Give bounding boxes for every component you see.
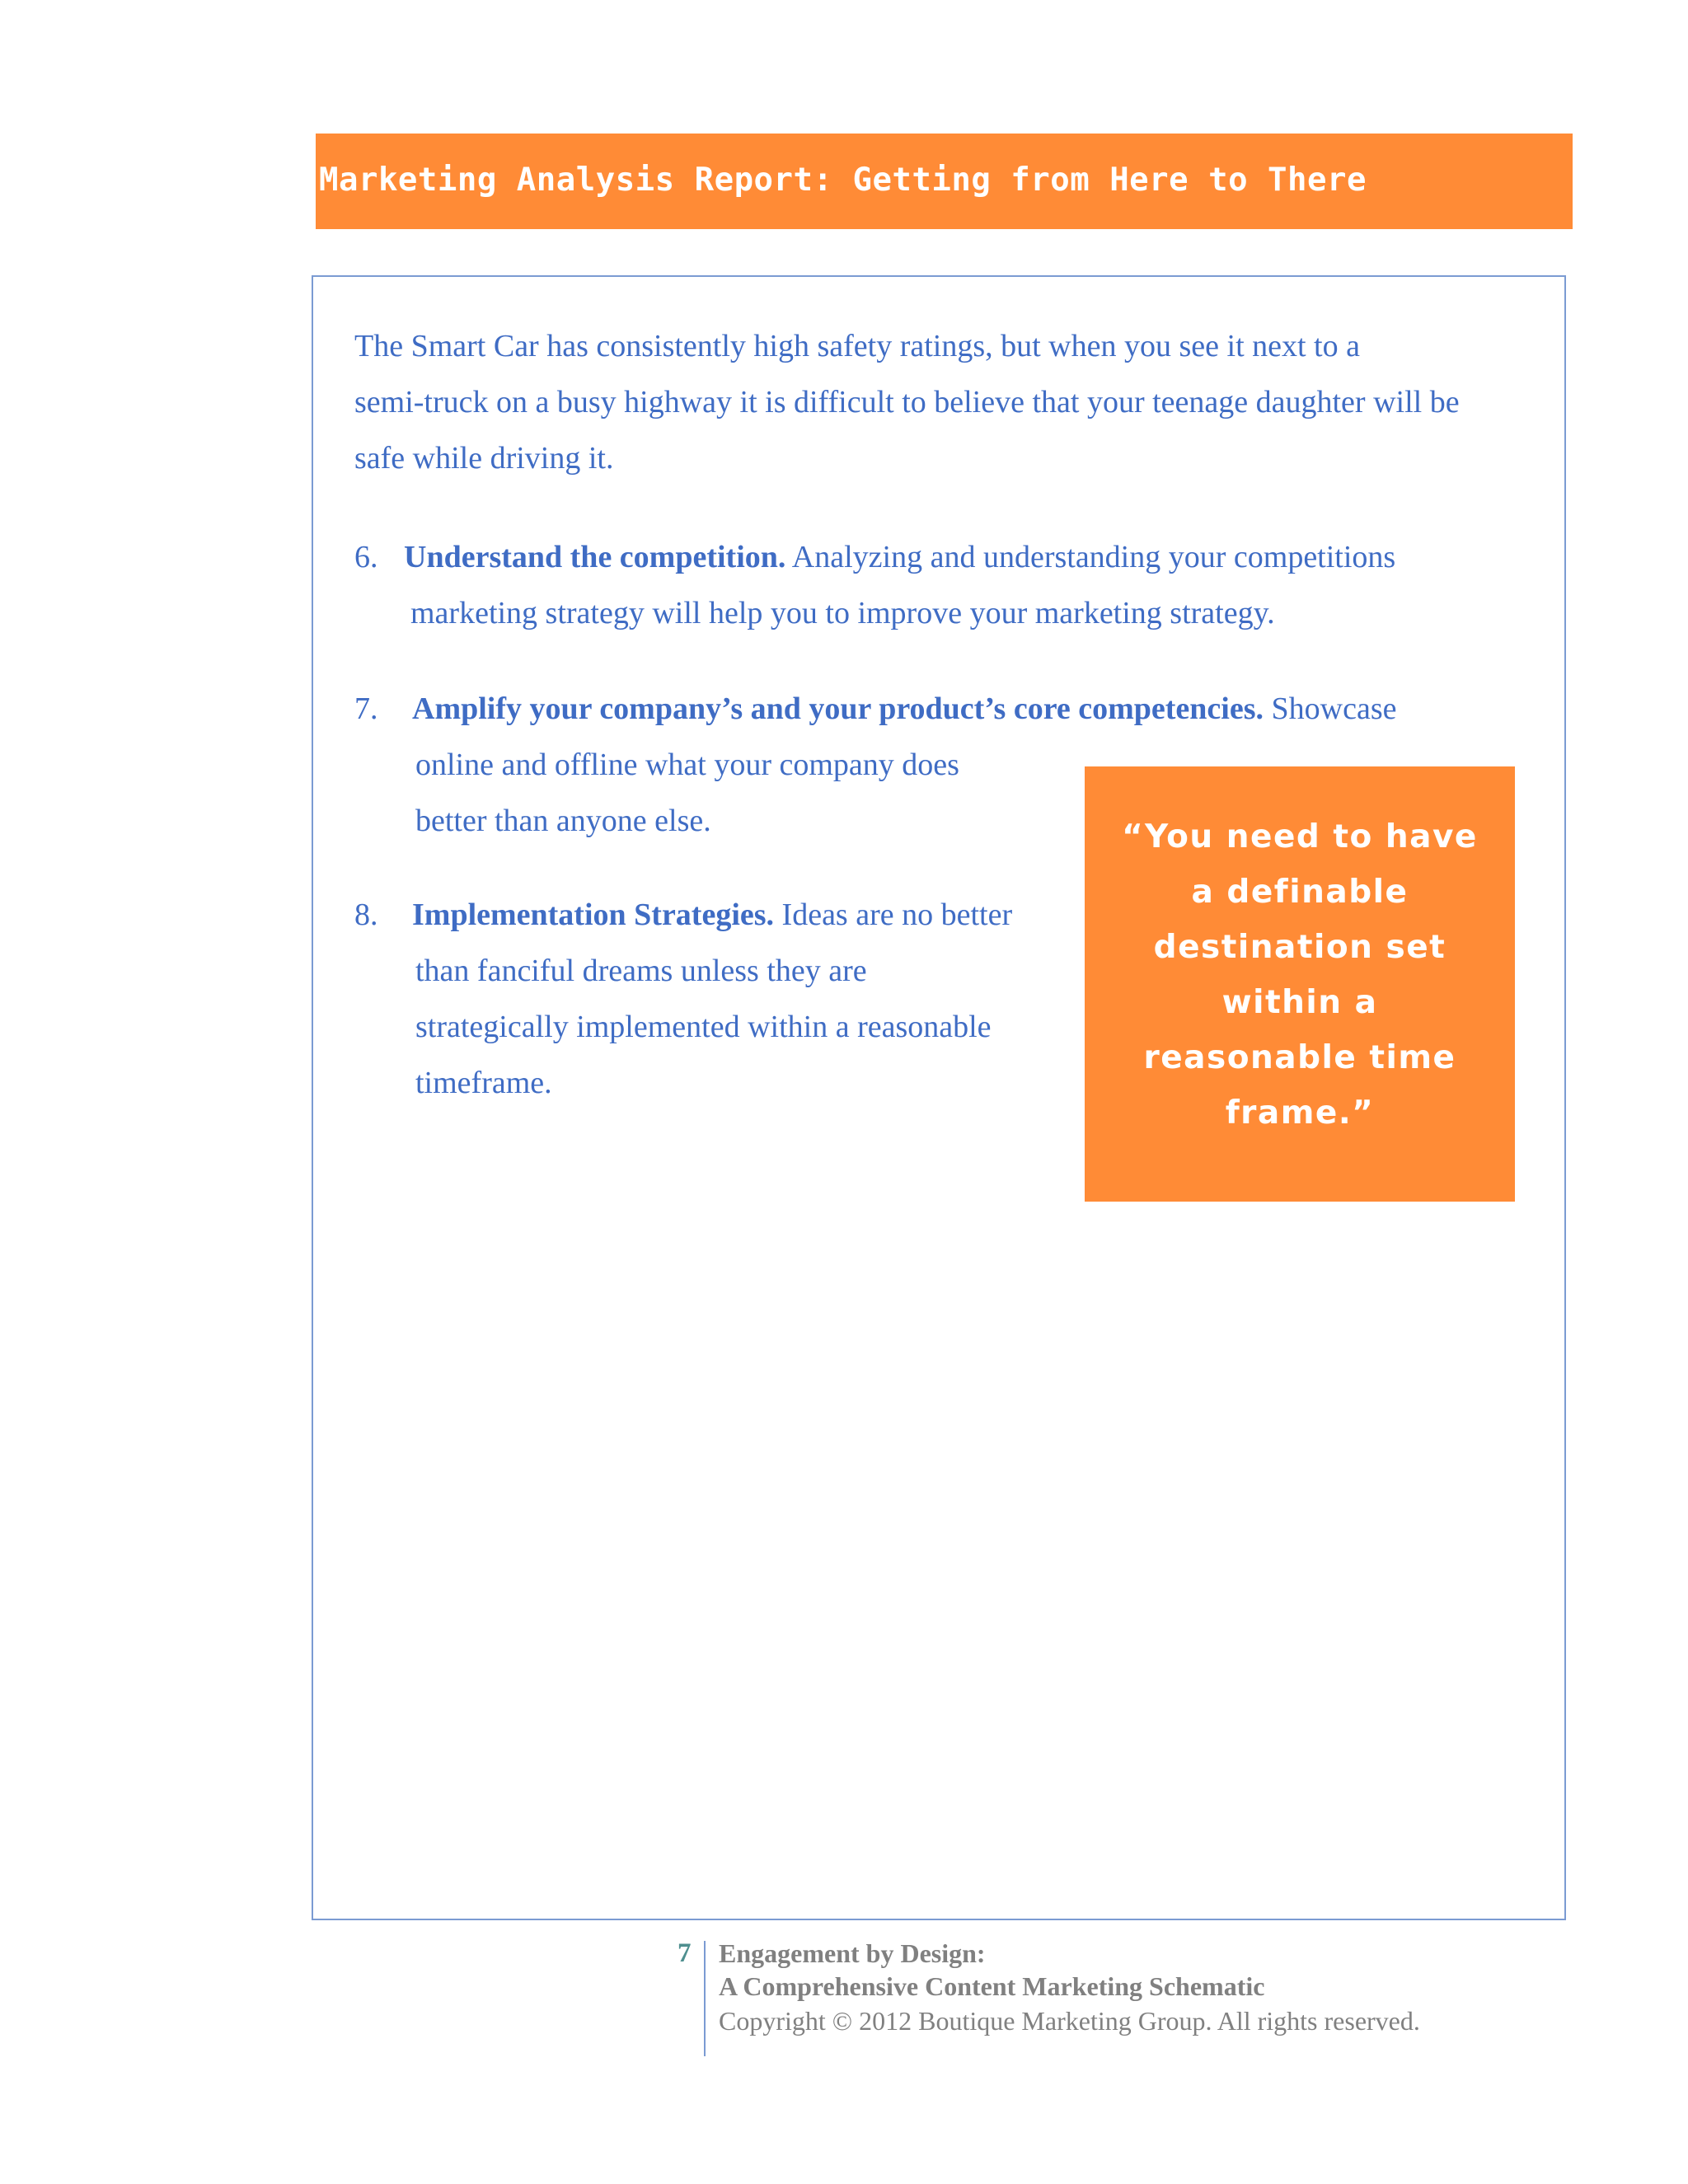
intro-line: safe while driving it.: [354, 441, 614, 476]
list-item-text: Analyzing and understanding your competitions: [785, 540, 1396, 574]
list-item-text: than fanciful dreams unless they are: [415, 954, 867, 988]
list-item-heading: Understand the competition.: [404, 540, 786, 574]
list-item-heading: Implementation Strategies.: [412, 898, 775, 932]
header-bar: [316, 134, 1573, 229]
intro-line: The Smart Car has consistently high safety ratings, but when you see it next to a: [354, 329, 1360, 363]
list-item-number: 8.: [354, 898, 378, 932]
list-item-text: timeframe.: [415, 1066, 552, 1100]
intro-line: semi-truck on a busy highway it is difficult to believe that your teenage daughter will be: [354, 385, 1460, 419]
pull-quote-text: “You need to have a definable destination set within a reasonable time frame.”: [1122, 818, 1478, 1132]
list-item-text: online and offline what your company does: [415, 748, 959, 782]
footer-title-line1: Engagement by Design:: [719, 1938, 986, 1968]
page-title: Marketing Analysis Report: Getting from Here to There: [319, 162, 1367, 199]
footer-divider: [704, 1941, 706, 2056]
footer: [719, 1937, 1420, 2037]
list-item-text: strategically implemented within a reasonable: [415, 1010, 992, 1044]
pull-quote-box: [1085, 766, 1515, 1202]
list-item-text: better than anyone else.: [415, 804, 711, 838]
list-item-number: 6.: [354, 540, 378, 574]
list-item-text: Showcase: [1264, 691, 1397, 726]
page-number: 7: [678, 1938, 692, 1968]
intro-paragraph: [354, 318, 1525, 486]
list-item-number: 7.: [354, 691, 378, 726]
list-item-heading: Amplify your company’s and your product’s core competencies.: [412, 691, 1264, 726]
footer-copyright: Copyright © 2012 Boutique Marketing Group. All rights reserved.: [719, 2006, 1420, 2036]
list-item-text: marketing strategy will help you to improve your marketing strategy.: [410, 596, 1275, 630]
list-item-text: Ideas are no better: [774, 898, 1013, 932]
footer-title-line2: A Comprehensive Content Marketing Schematic: [719, 1971, 1265, 2001]
